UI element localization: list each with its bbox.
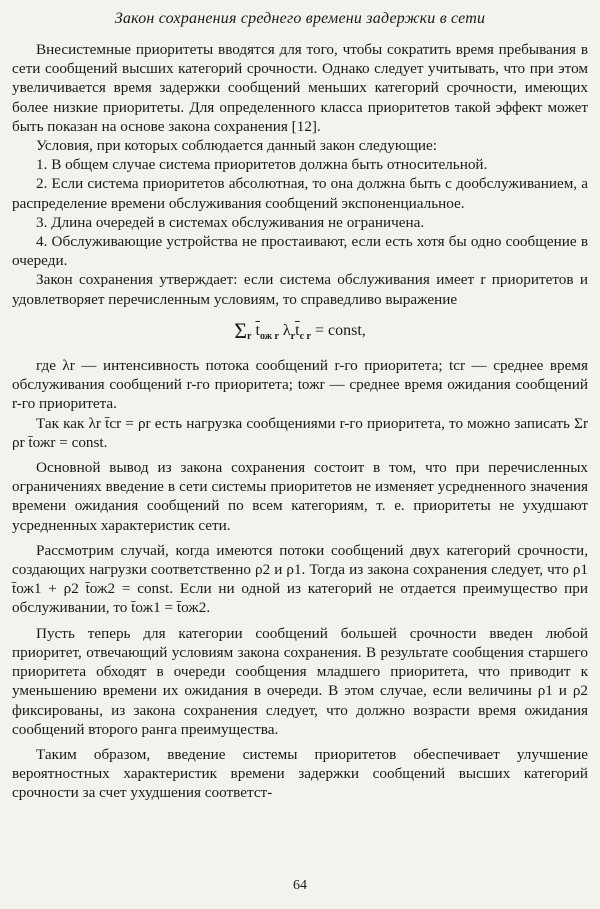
formula-t-c: $\overline{t}$	[295, 321, 300, 339]
paragraph: Внесистемные приоритеты вводятся для того, чтобы сократить время пребывания в сети сообщений высших категорий срочности. Однако следует учитывать, что при этом увеличивается время задержки сообщений меньших категорий срочности, имеющих более низкие приоритеты. Для определенного класса приоритетов такой эффект может быть показан на основе закона сохранения [12].	[12, 41, 588, 135]
formula-t-c-sub: c r	[299, 330, 311, 342]
formula-lambda: λ	[282, 321, 291, 339]
formula-lambda-sub: r	[290, 330, 296, 342]
paragraph: Пусть теперь для категории сообщений большей срочности введен любой приоритет, отвечающий условиям закона сохранения. В результате сообщения старшего приоритета обходят в очереди сообщения младшего приоритета, что приводит к уменьшению времени их ожидания в очереди. В этом случае, если величины ρ1 и ρ2 фиксированы, из закона сохранения следует, что должно возрасти время ожидания сообщений второго ранга преимущества.	[12, 624, 588, 738]
paragraph: 1. В общем случае система приоритетов должна быть относительной.	[36, 156, 488, 174]
paragraph: где λr — интенсивность потока сообщений r-го приоритета; tcr — среднее время обслуживания сообщений r-го приоритета; tожr — среднее время ожидания сообщений r-го приоритета.	[12, 357, 588, 413]
sum-index: r	[247, 330, 252, 342]
sum-symbol: Σ	[234, 317, 248, 343]
paragraph: Так как λr t̄cr = ρr есть нагрузка сообщениями r-го приоритета, то можно записать Σr ρr t̄ожr = const.	[12, 414, 588, 451]
paragraph: 2. Если система приоритетов абсолютная, то она должна быть с дообслуживанием, а распределение времени обслуживания сообщений экспоненциальное.	[12, 175, 588, 212]
body-text	[12, 40, 588, 803]
paragraph: Основной вывод из закона сохранения состоит в том, что при перечисленных ограничениях введение в сети системы приоритетов не изменяет усредненного значения времени ожидания сообщений по всем категориям, т. е. приоритеты не ухудшают усредненных характеристик сети.	[12, 459, 588, 534]
paragraph: 3. Длина очередей в системах обслуживания не ограничена.	[36, 213, 425, 231]
page-number: 64	[293, 878, 307, 893]
paragraph: Закон сохранения утверждает: если система обслуживания имеет r приоритетов и удовлетворяет перечисленным условиям, то справедливо выражение	[12, 271, 588, 308]
paragraph: Рассмотрим случай, когда имеются потоки сообщений двух категорий срочности, создающих нагрузки соответственно ρ2 и ρ1. Тогда из закона сохранения следует, что ρ1 t̄ож1 + ρ2 t̄ож2 = const. Если ни одной из категорий не отдается преимущество при обслуживании, то t̄ож1 = t̄ож2.	[12, 541, 588, 617]
formula-t-ozh: $\overline{t}$	[255, 321, 260, 339]
paragraph: Таким образом, введение системы приоритетов обеспечивает улучшение вероятностных характеристик времени задержки сообщений высших категорий срочности за счет ухудшения соответст-	[12, 745, 588, 802]
conservation-formula	[12, 317, 588, 346]
formula-rhs: = const,	[314, 321, 366, 339]
paragraph: Условия, при которых соблюдается данный закон следующие:	[36, 137, 438, 155]
paragraph: 4. Обслуживающие устройства не простаивают, если есть хотя бы одно сообщение в очереди.	[12, 233, 588, 270]
formula-t-ozh-sub: ож r	[259, 330, 279, 342]
page-title: Закон сохранения среднего времени задержки в сети	[114, 10, 486, 27]
